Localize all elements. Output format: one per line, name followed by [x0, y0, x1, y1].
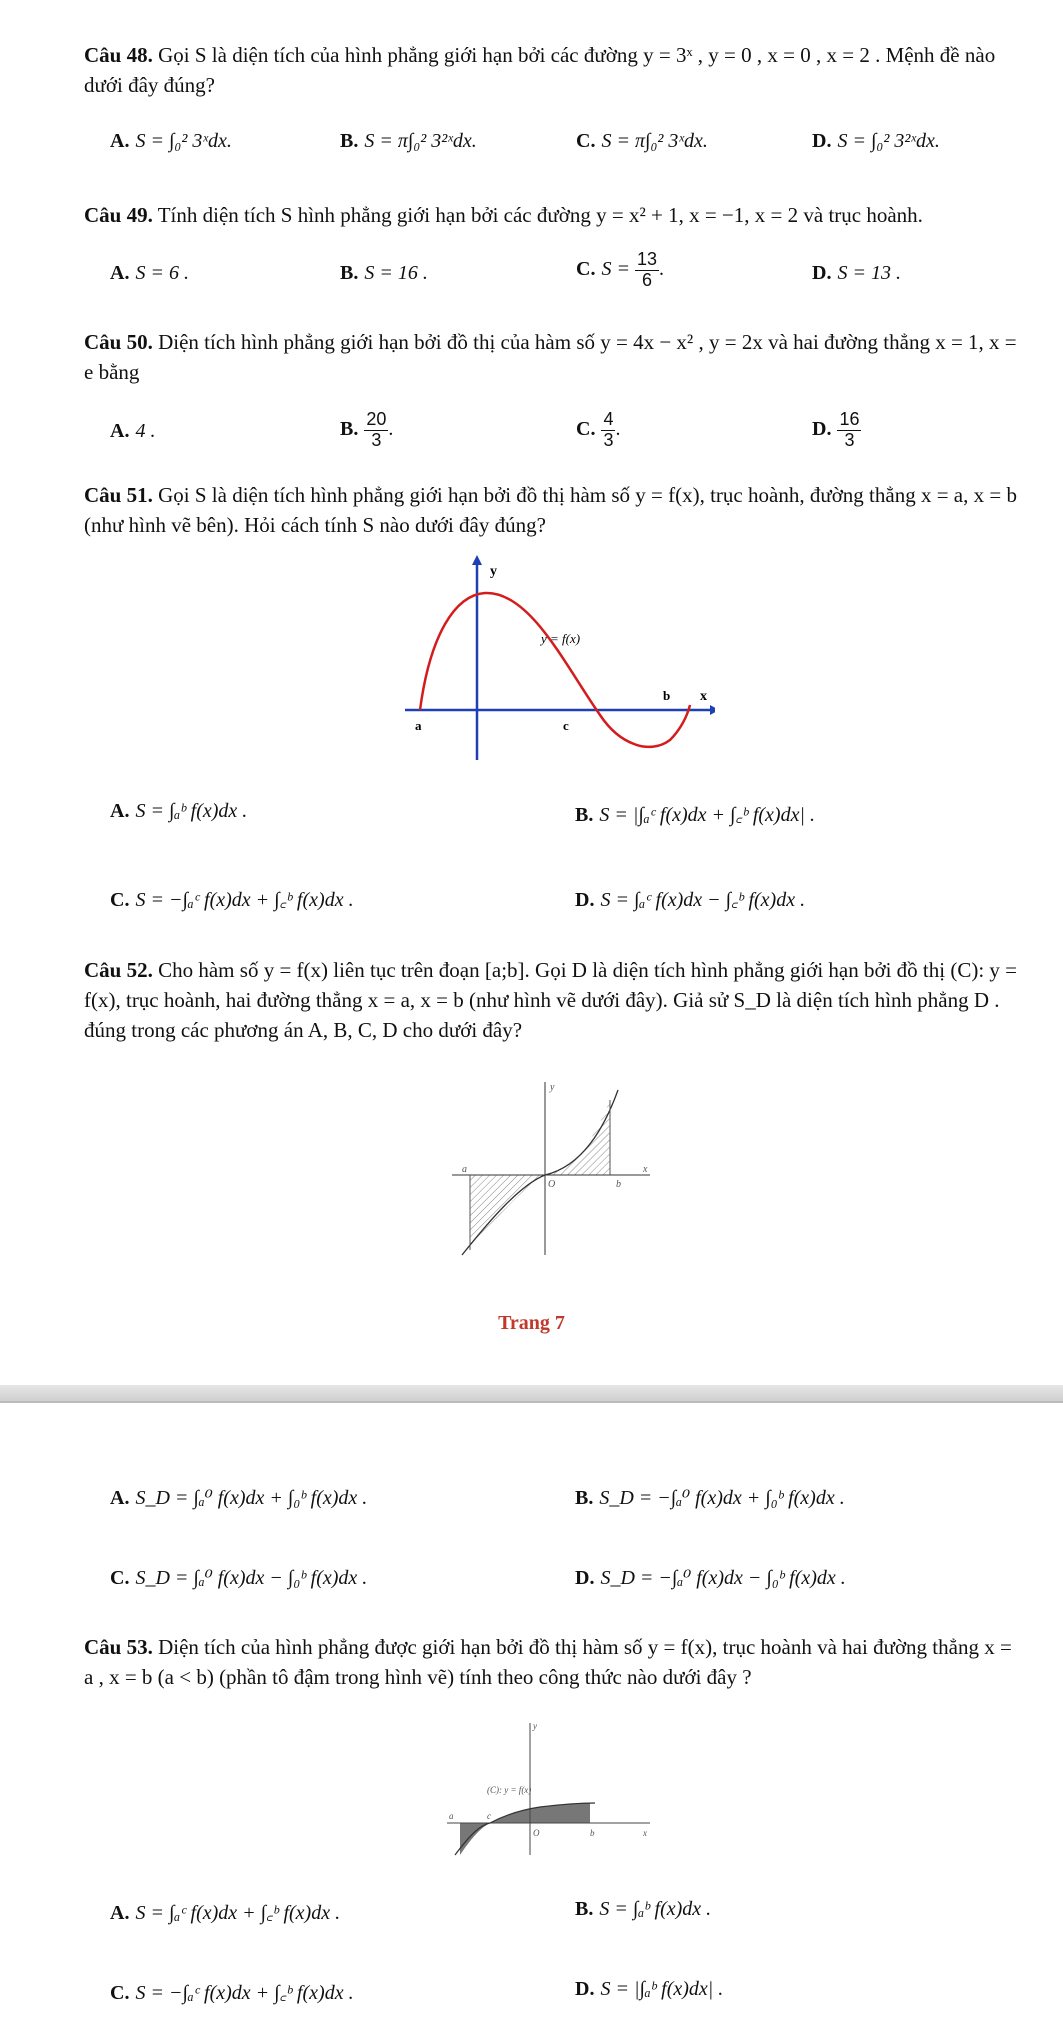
question-label: Câu 51.	[84, 483, 153, 507]
question-text: Diện tích hình phẳng giới hạn bởi đồ thị của hàm số y = 4x − x² , y = 2x và hai đường thẳng x = 1, x = e bằng	[84, 330, 1017, 384]
question-text: Gọi S là diện tích hình phẳng giới hạn bởi đồ thị hàm số y = f(x), trục hoành, đường thẳng x = a, x = b (như hình vẽ bên). Hỏi cách tính S nào dưới đây đúng?	[84, 483, 1017, 537]
option-c[interactable]: C. S = −∫ₐᶜ f(x)dx + ∫꜀ᵇ f(x)dx .	[110, 1982, 354, 2004]
question-53	[84, 1632, 1024, 1692]
curve	[420, 593, 690, 747]
option-d[interactable]: D. $\frac{16}{3}$	[812, 409, 860, 450]
question-text: Tính diện tích S hình phẳng giới hạn bởi các đường y = x² + 1, x = −1, x = 2 và trục hoành.	[152, 203, 923, 227]
fraction: $\frac{13}{6}$	[636, 249, 657, 290]
option-d[interactable]: D. S = 13 .	[812, 262, 901, 284]
area-right	[490, 1803, 590, 1823]
option-a[interactable]: A. S = 6 .	[110, 262, 189, 284]
option-c[interactable]: C. S = −∫ₐᶜ f(x)dx + ∫꜀ᵇ f(x)dx .	[110, 889, 354, 911]
question-label: Câu 53.	[84, 1635, 153, 1659]
y-label: y	[490, 564, 497, 579]
option-b[interactable]: B. S = 16 .	[340, 262, 428, 284]
c-label: c	[563, 718, 569, 733]
option-a[interactable]: A. S = ∫ₐᵇ f(x)dx .	[110, 800, 248, 822]
b-label: b	[616, 1179, 621, 1190]
x-label: x	[643, 1164, 648, 1175]
option-d[interactable]: D. S = |∫ₐᵇ f(x)dx| .	[575, 1978, 724, 2000]
option-a[interactable]: A. S_D = ∫ₐ⁰ f(x)dx + ∫₀ᵇ f(x)dx .	[110, 1487, 368, 1509]
x-arrow-icon	[710, 705, 715, 715]
a-label: a	[449, 1811, 454, 1821]
option-b[interactable]: B. S_D = −∫ₐ⁰ f(x)dx + ∫₀ᵇ f(x)dx .	[575, 1487, 845, 1509]
question-51	[84, 480, 1024, 540]
page-number: Trang 7	[498, 1312, 565, 1334]
question-label: Câu 52.	[84, 958, 153, 982]
option-c[interactable]: C. S = π∫₀² 3ˣdx.	[576, 130, 708, 152]
y-label: y	[533, 1721, 537, 1731]
option-c[interactable]: C. S = $\frac{13}{6}$ .	[576, 249, 664, 290]
question-text: Cho hàm số y = f(x) liên tục trên đoạn [a;b]. Gọi D là diện tích hình phẳng giới hạn bởi đồ thị (C): y = f(x), trục hoành, hai đường thẳng x = a, x = b (như hình vẽ dưới đây). Giả sử S_D là diện tích hình phẳng D . đúng trong các phương án A, B, C, D cho dưới đây?	[84, 958, 1018, 1042]
option-a[interactable]: A. S = ∫ₐᶜ f(x)dx + ∫꜀ᵇ f(x)dx .	[110, 1902, 341, 1924]
question-50	[84, 327, 1024, 387]
option-c[interactable]: C. $\frac{4}{3}$ .	[576, 409, 621, 450]
y-label: y	[550, 1082, 555, 1093]
question-label: Câu 50.	[84, 330, 153, 354]
option-d[interactable]: D. S_D = −∫ₐ⁰ f(x)dx − ∫₀ᵇ f(x)dx .	[575, 1567, 846, 1589]
b-label: b	[590, 1828, 595, 1838]
graph-q52	[450, 1080, 660, 1260]
origin-label: O	[548, 1179, 556, 1190]
option-a[interactable]: A. 4 .	[110, 420, 156, 442]
y-arrow-icon	[472, 555, 482, 565]
option-b[interactable]: B. S = π∫₀² 3²ˣdx.	[340, 130, 477, 152]
question-text: Gọi S là diện tích của hình phẳng giới hạn bởi các đường y = 3ˣ , y = 0 , x = 0 , x = 2 . Mệnh đề nào dưới đây đúng?	[84, 43, 996, 97]
x-label: x	[643, 1828, 647, 1838]
question-label: Câu 48.	[84, 43, 153, 67]
curve-label: y = f(x)	[541, 631, 581, 646]
fraction: $\frac{16}{3}$	[839, 409, 860, 450]
origin-label: O	[533, 1828, 540, 1838]
a-label: a	[462, 1164, 467, 1175]
fraction: $\frac{4}{3}$	[603, 409, 614, 450]
a-label: a	[415, 718, 422, 733]
curve-label: (C): y = f(x)	[487, 1785, 532, 1795]
option-a[interactable]: A. S = ∫₀² 3ˣdx.	[110, 130, 232, 152]
fraction: $\frac{20}{3}$	[366, 409, 387, 450]
option-b[interactable]: B. $\frac{20}{3}$ .	[340, 409, 394, 450]
question-52	[84, 955, 1024, 1045]
area-right	[545, 1100, 610, 1175]
graph-q53	[445, 1715, 660, 1860]
option-d[interactable]: D. S = ∫₀² 3²ˣdx.	[812, 130, 940, 152]
page-divider-line	[0, 1401, 1063, 1403]
question-label: Câu 49.	[84, 203, 153, 227]
page-divider	[0, 1385, 1063, 1401]
area-left	[470, 1175, 545, 1250]
option-c[interactable]: C. S_D = ∫ₐ⁰ f(x)dx − ∫₀ᵇ f(x)dx .	[110, 1567, 368, 1589]
x-label: x	[700, 689, 707, 704]
graph-q51	[395, 555, 715, 765]
question-49	[84, 200, 1024, 230]
option-d[interactable]: D. S = ∫ₐᶜ f(x)dx − ∫꜀ᵇ f(x)dx .	[575, 889, 806, 911]
c-label: c	[487, 1811, 491, 1821]
question-text: Diện tích của hình phẳng được giới hạn bởi đồ thị hàm số y = f(x), trục hoành và hai đường thẳng x = a , x = b (a < b) (phần tô đậm trong hình vẽ) tính theo công thức nào dưới đây ?	[84, 1635, 1012, 1689]
b-label: b	[663, 688, 671, 703]
option-b[interactable]: B. S = ∫ₐᵇ f(x)dx .	[575, 1898, 712, 1920]
area-left	[460, 1823, 490, 1855]
question-48	[84, 40, 1024, 100]
option-b[interactable]: B. S = |∫ₐᶜ f(x)dx + ∫꜀ᵇ f(x)dx| .	[575, 804, 815, 826]
